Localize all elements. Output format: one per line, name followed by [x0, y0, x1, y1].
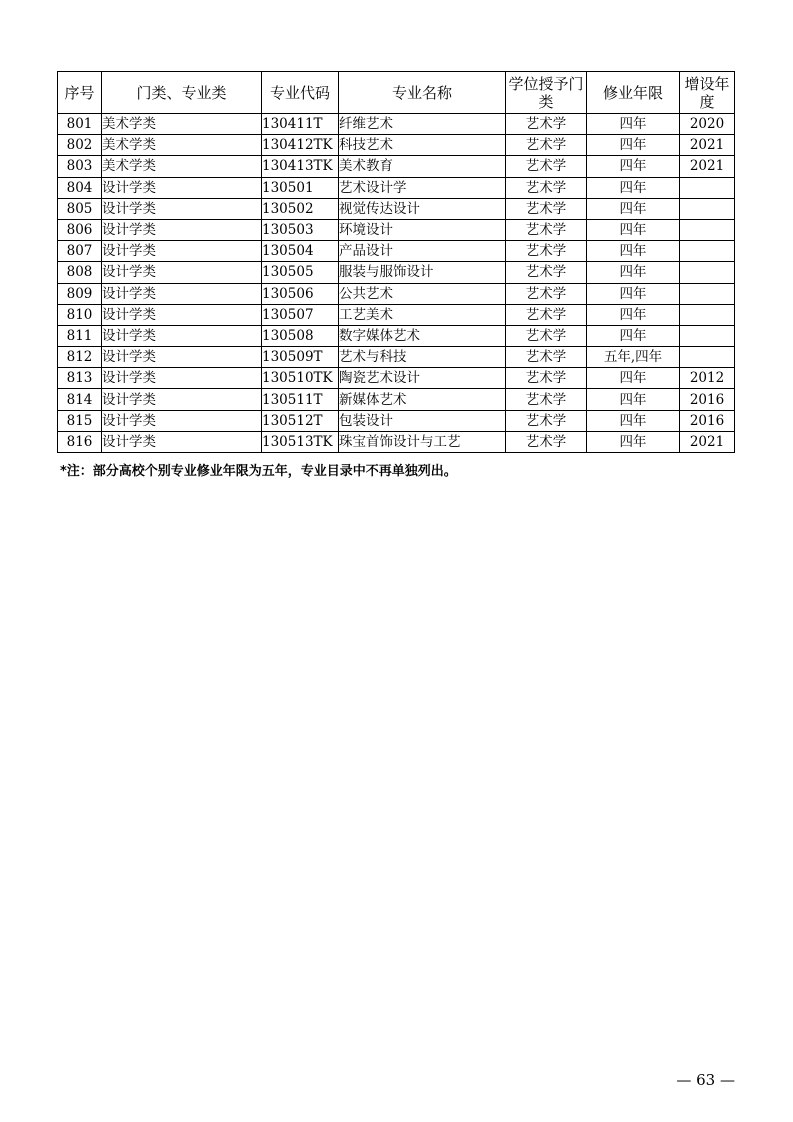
cell-years: 四年: [587, 156, 680, 177]
cell-name: 视觉传达设计: [339, 198, 506, 219]
cell-category: 设计学类: [102, 304, 262, 325]
cell-added: 2021: [680, 135, 735, 156]
cell-category: 设计学类: [102, 325, 262, 346]
cell-degree: 艺术学: [506, 177, 587, 198]
cell-no: 803: [58, 156, 102, 177]
cell-added: [680, 304, 735, 325]
cell-years: 四年: [587, 304, 680, 325]
cell-category: 设计学类: [102, 241, 262, 262]
cell-name: 环境设计: [339, 219, 506, 240]
cell-name: 纤维艺术: [339, 114, 506, 135]
cell-added: 2016: [680, 410, 735, 431]
cell-years: 四年: [587, 325, 680, 346]
cell-degree: 艺术学: [506, 431, 587, 452]
cell-degree: 艺术学: [506, 114, 587, 135]
table-header-row: [58, 72, 735, 114]
cell-no: 802: [58, 135, 102, 156]
table-row: [58, 156, 735, 177]
cell-category: 设计学类: [102, 368, 262, 389]
cell-added: [680, 283, 735, 304]
cell-name: 产品设计: [339, 241, 506, 262]
table-row: [58, 198, 735, 219]
cell-no: 810: [58, 304, 102, 325]
table-row: [58, 304, 735, 325]
cell-no: 808: [58, 262, 102, 283]
cell-category: 设计学类: [102, 177, 262, 198]
cell-name: 新媒体艺术: [339, 389, 506, 410]
cell-degree: 艺术学: [506, 389, 587, 410]
cell-name: 公共艺术: [339, 283, 506, 304]
cell-years: 四年: [587, 135, 680, 156]
cell-no: 806: [58, 219, 102, 240]
cell-years: 四年: [587, 283, 680, 304]
cell-code: 130511T: [262, 389, 339, 410]
cell-code: 130413TK: [262, 156, 339, 177]
cell-code: 130501: [262, 177, 339, 198]
cell-degree: 艺术学: [506, 156, 587, 177]
cell-degree: 艺术学: [506, 283, 587, 304]
cell-category: 美术学类: [102, 156, 262, 177]
cell-added: [680, 347, 735, 368]
cell-degree: 艺术学: [506, 135, 587, 156]
table-row: [58, 431, 735, 452]
cell-no: 814: [58, 389, 102, 410]
cell-degree: 艺术学: [506, 198, 587, 219]
cell-added: [680, 177, 735, 198]
cell-years: 四年: [587, 410, 680, 431]
cell-years: 四年: [587, 241, 680, 262]
header-no: 序号: [58, 72, 102, 114]
cell-name: 美术教育: [339, 156, 506, 177]
cell-category: 设计学类: [102, 389, 262, 410]
header-years: 修业年限: [587, 72, 680, 114]
cell-no: 811: [58, 325, 102, 346]
table-row: [58, 262, 735, 283]
cell-degree: 艺术学: [506, 368, 587, 389]
table-row: [58, 135, 735, 156]
header-name: 专业名称: [339, 72, 506, 114]
cell-degree: 艺术学: [506, 410, 587, 431]
major-catalog-table: [57, 71, 735, 453]
table-row: [58, 368, 735, 389]
cell-category: 设计学类: [102, 198, 262, 219]
cell-code: 130512T: [262, 410, 339, 431]
cell-added: [680, 262, 735, 283]
cell-code: 130508: [262, 325, 339, 346]
table-row: [58, 114, 735, 135]
header-category: 门类、专业类: [102, 72, 262, 114]
cell-no: 815: [58, 410, 102, 431]
cell-code: 130504: [262, 241, 339, 262]
cell-years: 四年: [587, 368, 680, 389]
cell-code: 130411T: [262, 114, 339, 135]
cell-code: 130503: [262, 219, 339, 240]
cell-no: 809: [58, 283, 102, 304]
header-code: 专业代码: [262, 72, 339, 114]
cell-degree: 艺术学: [506, 241, 587, 262]
cell-no: 801: [58, 114, 102, 135]
cell-category: 设计学类: [102, 431, 262, 452]
cell-code: 130412TK: [262, 135, 339, 156]
table-row: [58, 177, 735, 198]
footnote: *注：部分高校个别专业修业年限为五年，专业目录中不再单独列出。: [60, 464, 457, 479]
table-row: [58, 241, 735, 262]
table-row: [58, 410, 735, 431]
header-added: 增设年度: [680, 72, 735, 114]
cell-degree: 艺术学: [506, 262, 587, 283]
cell-code: 130505: [262, 262, 339, 283]
cell-no: 813: [58, 368, 102, 389]
cell-years: 四年: [587, 262, 680, 283]
cell-code: 130509T: [262, 347, 339, 368]
cell-years: 四年: [587, 389, 680, 410]
cell-degree: 艺术学: [506, 325, 587, 346]
cell-name: 艺术与科技: [339, 347, 506, 368]
cell-category: 设计学类: [102, 262, 262, 283]
cell-degree: 艺术学: [506, 304, 587, 325]
cell-code: 130506: [262, 283, 339, 304]
cell-name: 服装与服饰设计: [339, 262, 506, 283]
cell-no: 812: [58, 347, 102, 368]
cell-name: 陶瓷艺术设计: [339, 368, 506, 389]
cell-added: 2020: [680, 114, 735, 135]
table-body: [58, 114, 735, 453]
cell-years: 五年,四年: [587, 347, 680, 368]
cell-name: 科技艺术: [339, 135, 506, 156]
cell-name: 珠宝首饰设计与工艺: [339, 431, 506, 452]
cell-no: 804: [58, 177, 102, 198]
cell-years: 四年: [587, 431, 680, 452]
cell-name: 工艺美术: [339, 304, 506, 325]
cell-added: 2016: [680, 389, 735, 410]
cell-added: 2021: [680, 431, 735, 452]
cell-years: 四年: [587, 198, 680, 219]
cell-degree: 艺术学: [506, 219, 587, 240]
table-row: [58, 325, 735, 346]
cell-added: [680, 241, 735, 262]
cell-added: 2012: [680, 368, 735, 389]
cell-added: [680, 219, 735, 240]
cell-years: 四年: [587, 114, 680, 135]
cell-category: 美术学类: [102, 114, 262, 135]
cell-code: 130502: [262, 198, 339, 219]
table-row: [58, 219, 735, 240]
cell-added: [680, 325, 735, 346]
cell-code: 130507: [262, 304, 339, 325]
cell-years: 四年: [587, 219, 680, 240]
table-row: [58, 389, 735, 410]
cell-degree: 艺术学: [506, 347, 587, 368]
table-row: [58, 283, 735, 304]
page-number: — 63 —: [676, 1071, 735, 1089]
cell-no: 805: [58, 198, 102, 219]
header-degree: 学位授予门类: [506, 72, 587, 114]
cell-category: 设计学类: [102, 347, 262, 368]
cell-name: 艺术设计学: [339, 177, 506, 198]
cell-added: 2021: [680, 156, 735, 177]
cell-years: 四年: [587, 177, 680, 198]
cell-code: 130513TK: [262, 431, 339, 452]
cell-added: [680, 198, 735, 219]
cell-no: 816: [58, 431, 102, 452]
cell-category: 美术学类: [102, 135, 262, 156]
cell-category: 设计学类: [102, 219, 262, 240]
table-row: [58, 347, 735, 368]
cell-name: 包装设计: [339, 410, 506, 431]
cell-name: 数字媒体艺术: [339, 325, 506, 346]
cell-code: 130510TK: [262, 368, 339, 389]
cell-no: 807: [58, 241, 102, 262]
cell-category: 设计学类: [102, 283, 262, 304]
cell-category: 设计学类: [102, 410, 262, 431]
